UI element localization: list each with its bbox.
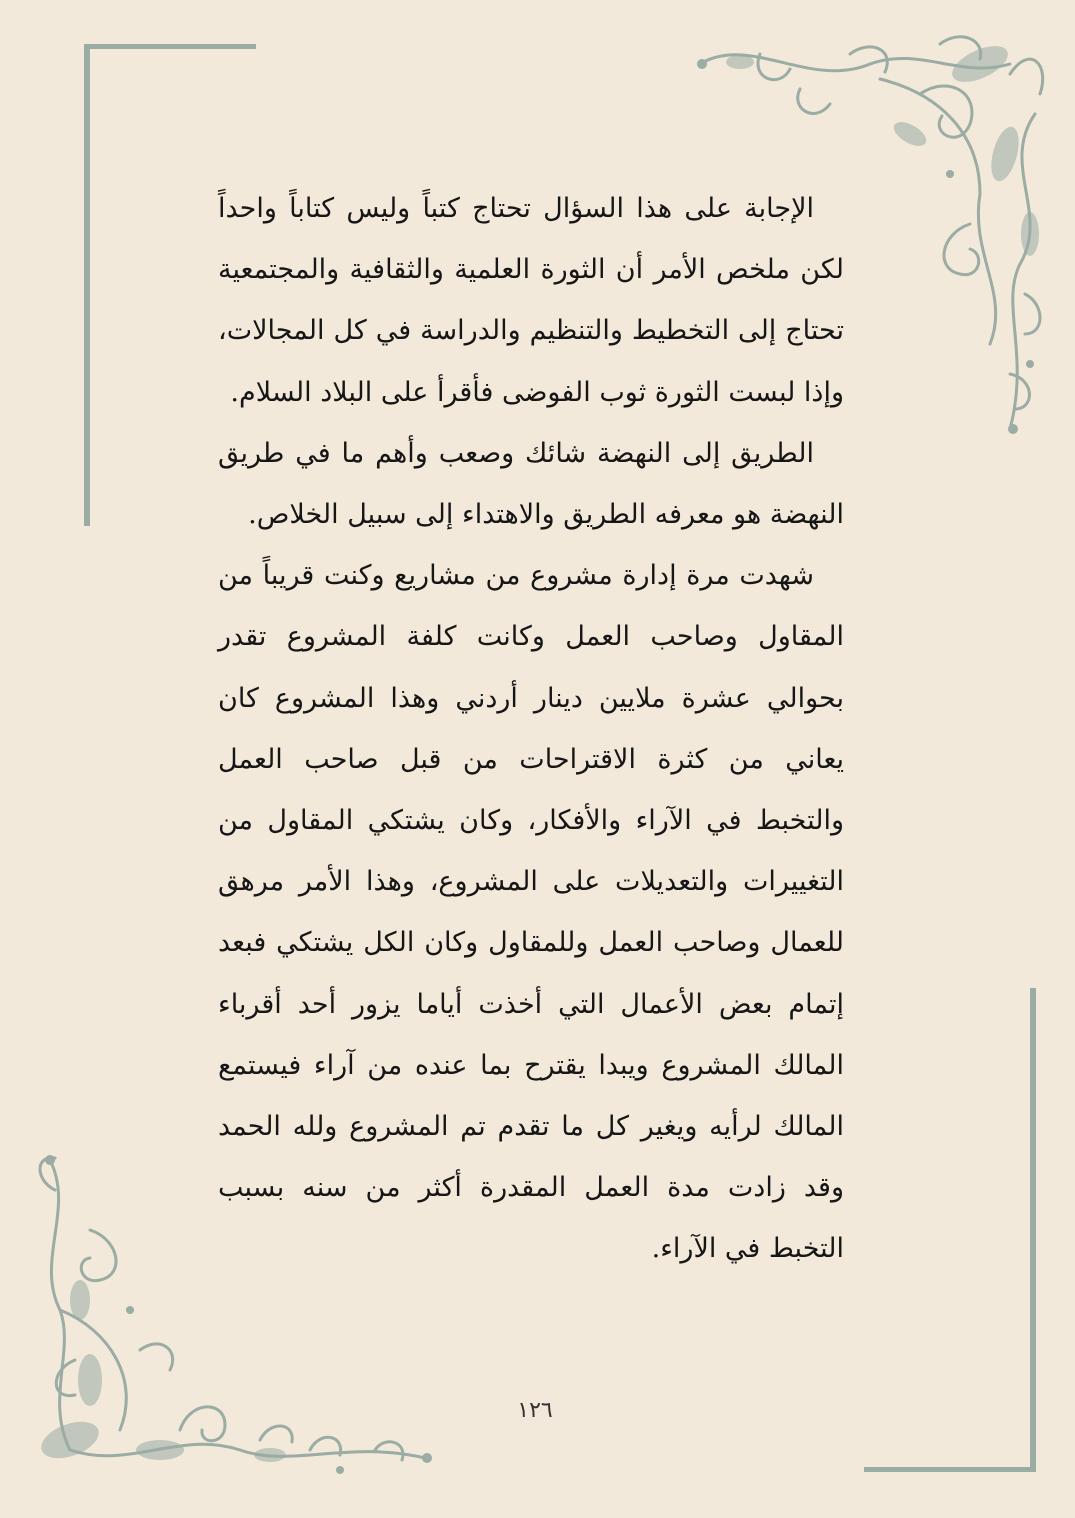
page-number: ١٢٦ [517,1398,553,1423]
paragraph-3: شهدت مرة إدارة مشروع من مشاريع وكنت قريباً من المقاول وصاحب العمل وكانت كلفة المشروع تقدر بحوالي عشرة ملايين دينار أردني وهذا المشروع كان يعاني من كثرة الاقتراحات من قبل صاحب العمل والتخبط في الآراء والأفكار، وكان يشتكي المقاول من التغييرات والتعديلات على المشروع، وهذا الأمر مرهق للعمال وصاحب العمل وللمقاول وكان الكل يشتكي فبعد إتمام بعض الأعمال التي أخذت أياما يزور أحد أقرباء المالك المشروع ويبدا يقترح بما عنده من آراء فيستمع المالك لرأيه ويغير كل ما تقدم تم المشروع ولله الحمد وقد زادت مدة العمل المقدرة أكثر من سنه بسبب التخبط في الآراء. [218,560,844,1265]
paragraph-2: الطريق إلى النهضة شائك وصعب وأهم ما في طريق النهضة هو معرفه الطريق والاهتداء إلى سبيل الخلاص. [218,437,844,531]
frame-bottom-right-horizontal [864,1467,1036,1472]
frame-top-left-vertical [84,44,90,526]
frame-bottom-right-vertical [1030,988,1036,1472]
body-text [218,178,844,1280]
paragraph-1: الإجابة على هذا السؤال تحتاج كتباً وليس كتاباً واحداً لكن ملخص الأمر أن الثورة العلمية والثقافية والمجتمعية تحتاج إلى التخطيط والتنظيم والدراسة في كل المجالات، وإذا لبست الثورة ثوب الفوضى فأقرأ على البلاد السلام. [218,193,844,408]
frame-top-left-horizontal [84,44,256,49]
